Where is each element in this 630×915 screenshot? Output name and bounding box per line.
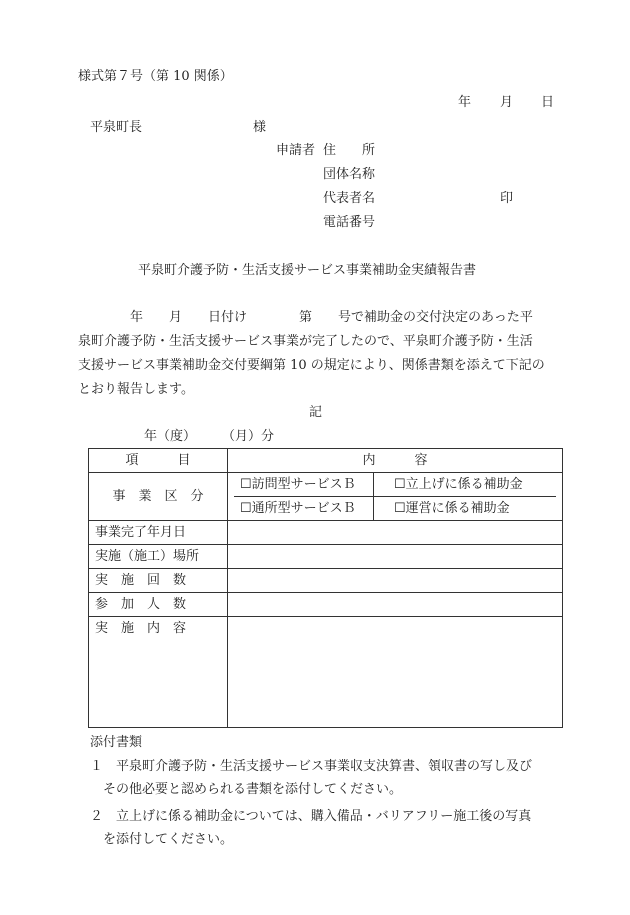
representative-label: 代表者名: [323, 191, 376, 206]
table-row: [89, 593, 563, 617]
count-label: 実 施 回 数: [89, 569, 228, 593]
location-field[interactable]: [228, 545, 563, 569]
participants-field[interactable]: [228, 593, 563, 617]
body-text: [78, 306, 560, 402]
attachment-line: を添付してください。: [90, 832, 234, 847]
document-title: 平泉町介護予防・生活支援サービス事業補助金実績報告書: [138, 263, 477, 278]
report-table: [88, 448, 563, 728]
body-line: 支援サービス事業補助金交付要綱第 10 の規定により、関係書類を添えて下記の: [78, 358, 545, 373]
table-row: [89, 545, 563, 569]
date-day-label: 日: [541, 95, 555, 110]
completion-date-label: 事業完了年月日: [89, 521, 228, 545]
content-label: 実 施 内 容: [89, 617, 228, 728]
category-options-row: [234, 473, 556, 497]
date-month-label: 月: [500, 95, 514, 110]
completion-date-field[interactable]: [228, 521, 563, 545]
option-operation-subsidy[interactable]: ☐運営に係る補助金: [394, 500, 510, 516]
organization-label: 団体名称: [323, 167, 376, 182]
addressee: 平泉町長: [90, 120, 143, 135]
table-row: [89, 617, 563, 728]
option-startup-subsidy[interactable]: ☐立上げに係る補助金: [394, 476, 523, 492]
applicant-label: 申請者: [276, 143, 316, 158]
form-number: 様式第７号（第 10 関係）: [78, 69, 233, 84]
table-row: [89, 521, 563, 545]
body-line: 年 月 日付け 第 号で補助金の交付決定のあった平: [78, 310, 533, 325]
attachment-line: １ 平泉町介護予防・生活支援サービス事業収支決算書、領収書の写し及び: [90, 759, 533, 774]
attachment-line: ２ 立上げに係る補助金については、購入備品・バリアフリー施工後の写真: [90, 809, 532, 824]
table-row: [89, 569, 563, 593]
date-year-label: 年: [458, 95, 472, 110]
body-line: とおり報告します。: [78, 382, 194, 397]
location-label: 実施（施工）場所: [89, 545, 228, 569]
count-field[interactable]: [228, 569, 563, 593]
addressee-honorific: 様: [253, 120, 267, 135]
period-line: 年（度） （月）分: [144, 429, 275, 444]
category-options-cell: [228, 473, 563, 521]
seal-mark: 印: [500, 191, 514, 206]
content-field[interactable]: [228, 617, 563, 728]
table-header-row: [89, 449, 563, 473]
header-content-cell: 内 容: [228, 449, 563, 473]
category-row: [89, 473, 563, 521]
phone-label: 電話番号: [323, 215, 376, 230]
attachments-list: [90, 755, 560, 851]
participants-label: 参 加 人 数: [89, 593, 228, 617]
ki-heading: 記: [309, 405, 323, 420]
attachments-heading: 添付書類: [90, 735, 143, 750]
header-item-cell: 項 目: [89, 449, 228, 473]
body-line: 泉町介護予防・生活支援サービス事業が完了したので、平泉町介護予防・生活: [78, 334, 533, 349]
address-label: 住 所: [323, 143, 376, 158]
attachment-line: その他必要と認められる書類を添付してください。: [90, 782, 403, 797]
category-options-row: [234, 497, 556, 520]
category-label-cell: 事 業 区 分: [89, 473, 228, 521]
option-daycare-service-b[interactable]: ☐通所型サービスＢ: [234, 497, 374, 520]
option-visit-service-b[interactable]: ☐訪問型サービスＢ: [234, 473, 374, 496]
